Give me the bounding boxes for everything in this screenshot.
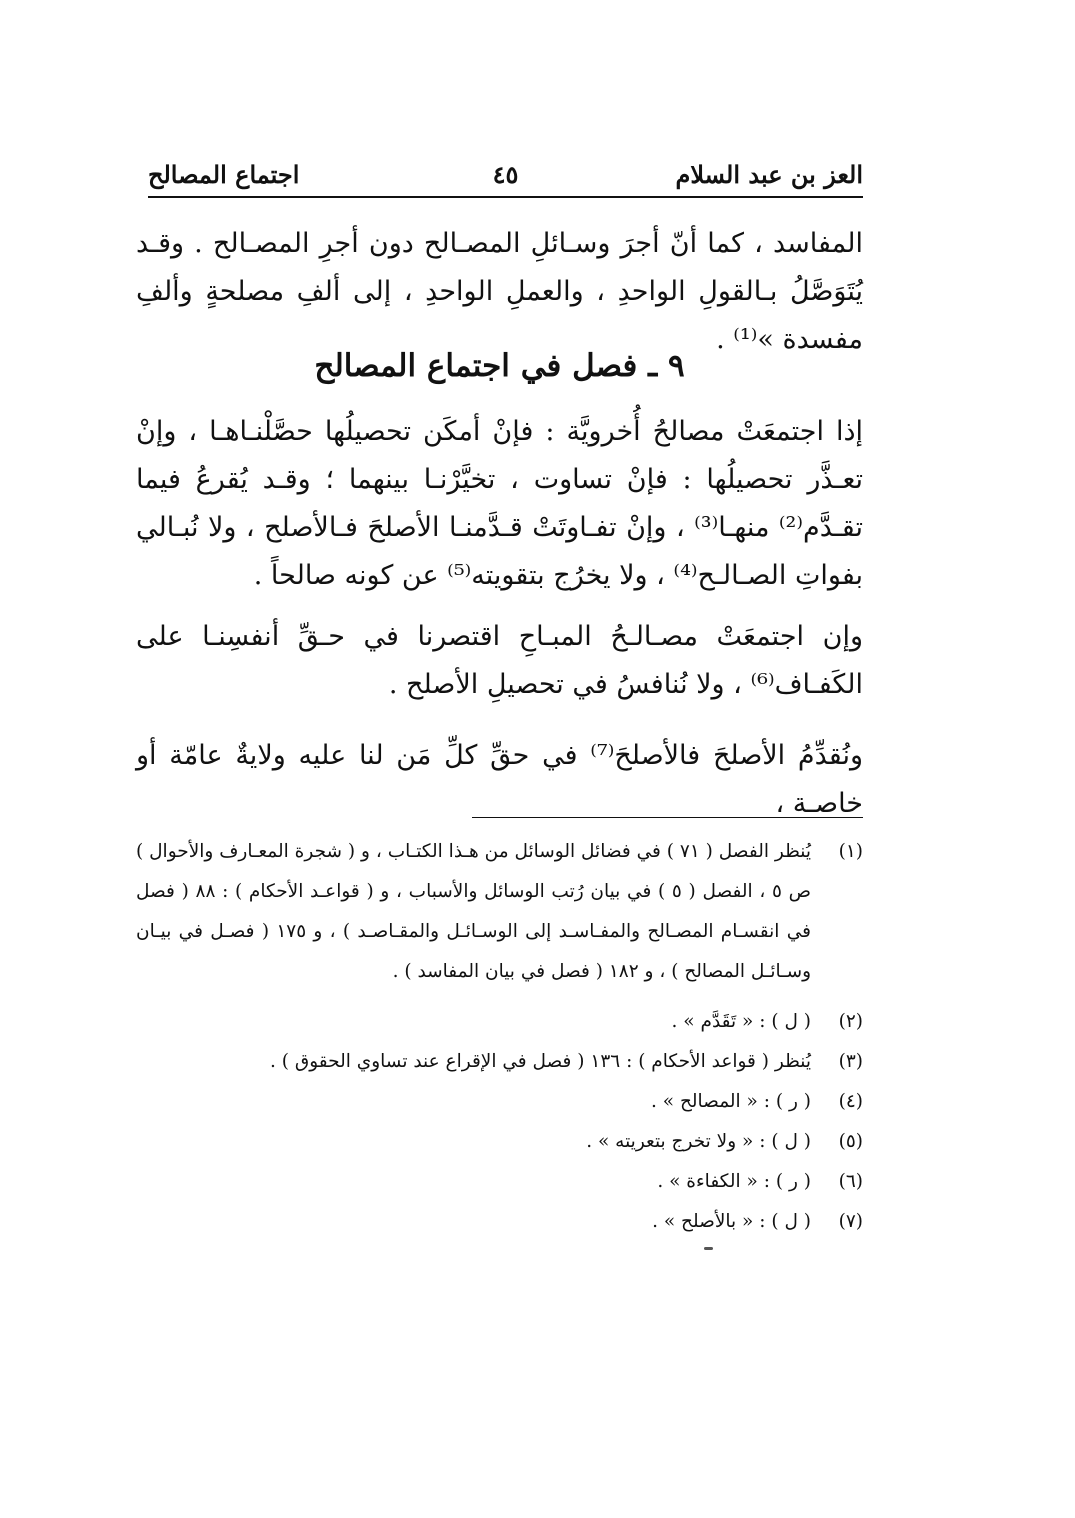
footnote-item [136,1162,863,1202]
footnote-item [136,1002,863,1042]
footnote-item [136,832,863,992]
scan-speck [704,1247,713,1250]
footnote-number: (١) [838,841,863,862]
page-number: ٤٥ [492,160,519,189]
footnote-item [136,1202,863,1242]
paragraph-text: إذا اجتمعَتْ مصالحُ أُخرويَّة : فإنْ أمكَن تحصيلُها حصَّلْنـاهـا ، وإنْ تعـذَّر تحصيلُها : فإنْ تساوت ، تخيَّرْنـا بينهما ؛ وقـد يُقرعُ فيما تقـدَّم⁽²⁾ منهـا⁽³⁾ ، وإنْ تفـاوتَتْ قـدَّمنـا الأصلحَ فـالأصلح ، ولا نُبـالي بفواتِ الصـالـح⁽⁴⁾ ، ولا يخرُج بتقويته⁽⁵⁾ عن كونه صالحاً . [136,416,863,591]
paragraph-3 [136,732,863,828]
footnote-text: ( ل ) : « تَقَدَّم » . [671,1011,811,1032]
paragraph-text: وإن اجتمعَتْ مصـالـحُ المبـاحِ اقتصرنا في حـقِّ أنفسِنـا على الكَفـاف⁽⁶⁾ ، ولا نُنافسُ في تحصيلِ الأصلح . [136,621,863,700]
footnote-number: (٣) [838,1051,863,1072]
paragraph-1 [136,408,863,600]
paragraph-2 [136,613,863,709]
footnote-number: (٤) [838,1091,863,1112]
footnote-separator [472,817,863,818]
continuation-paragraph [136,220,863,364]
running-header [148,160,863,194]
footnote-text: ( ل ) : « ولا تخرج بتعريته » . [586,1131,811,1152]
section-heading: ٩ ـ فصل في اجتماع المصالح [314,348,685,384]
footnote-item [136,1122,863,1162]
header-rule [148,196,863,198]
footnote-item [136,1042,863,1082]
header-author: العز بن عبد السلام [675,160,863,189]
footnote-text: يُنظر الفصل ( ٧١ ) في فضائل الوسائل من هـذا الكتـاب ، و ( شجرة المعـارف والأحوال ) ص ٥ ، الفصل ( ٥ ) في بيان رُتب الوسائل والأسباب ، و ( قواعـد الأحكام ) : ٨٨ ( فصل في انقسـام المصـالح والمفـاسـد إلى الوسـائـل والمقـاصـد ) ، و ١٧٥ ( فصـل في بيـان وسـائـل المصالح ) ، و ١٨٢ ( فصل في بيان المفاسد ) . [136,841,811,982]
footnote-item [136,1082,863,1122]
footnote-text: ( ر ) : « الكفاءة » . [657,1171,811,1192]
header-book-title: اجتماع المصالح [148,160,300,189]
footnote-number: (٦) [838,1171,863,1192]
footnote-number: (٢) [838,1011,863,1032]
footnote-number: (٥) [838,1131,863,1152]
footnote-text: ( ر ) : « المصالح » . [650,1091,811,1112]
footnote-text: يُنظر ( قواعد الأحكام ) : ١٣٦ ( فصل في الإقراع عند تساوي الحقوق ) . [270,1051,811,1072]
paragraph-text: ونُقدِّمُ الأصلحَ فالأصلحَ⁽⁷⁾ في حقِّ كلِّ مَن لنا عليه ولايةٌ عامّة أو خاصـة ، [136,740,863,819]
footnote-number: (٧) [838,1211,863,1232]
footnotes [136,832,863,1242]
continuation-text: المفاسد ، كما أنّ أجرَ وسـائلِ المصـالح دون أجرِ المصـالح . وقـد يُتَوَصَّلُ بـالقولِ الواحدِ ، والعملِ الواحدِ ، إلى ألفِ مصلحةٍ وألفِ مفسدة »⁽¹⁾ . [136,228,863,355]
footnote-text: ( ل ) : « بالأصلح » . [652,1211,811,1232]
